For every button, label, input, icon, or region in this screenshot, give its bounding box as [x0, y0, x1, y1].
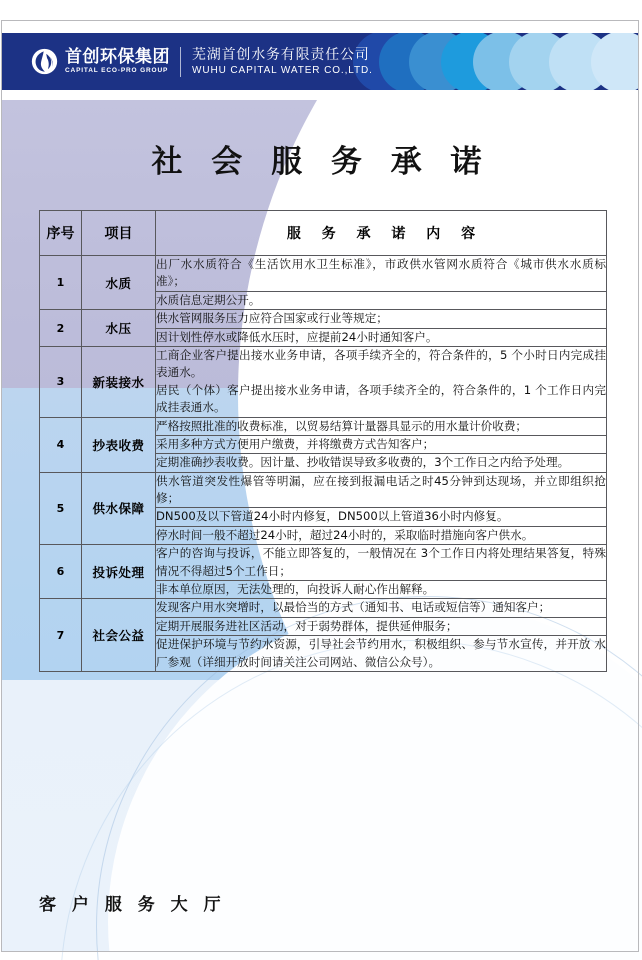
table-row — [40, 256, 607, 292]
logo-divider — [180, 47, 181, 77]
company-name-en: WUHU CAPITAL WATER CO.,LTD. — [192, 64, 373, 76]
column-header-no: 序号 — [40, 211, 82, 256]
table-header — [40, 211, 607, 256]
cell-item-name: 抄表收费 — [82, 417, 156, 472]
cell-promise-text: 供水管道突发性爆管等明漏，应在接到报漏电话之时45分钟到达现场，并立即组织抢修； — [156, 472, 607, 508]
column-header-item: 项目 — [82, 211, 156, 256]
cell-item-name: 社会公益 — [82, 599, 156, 672]
cell-promise-text: 严格按照批准的收费标准，以贸易结算计量器具显示的用水量计价收费； — [156, 417, 607, 435]
cell-sequence-number: 2 — [40, 310, 82, 347]
brand-name-en: CAPITAL ECO-PRO GROUP — [65, 66, 169, 74]
header-circle-8 — [591, 33, 639, 90]
cell-item-name: 供水保障 — [82, 472, 156, 545]
cell-sequence-number: 3 — [40, 346, 82, 417]
table-row — [40, 599, 607, 617]
table-row — [40, 310, 607, 328]
cell-sequence-number: 4 — [40, 417, 82, 472]
cell-promise-text: DN500及以下管道24小时内修复，DN500以上管道36小时内修复。 — [156, 508, 607, 526]
footer-label: 客 户 服 务 大 厅 — [39, 895, 226, 915]
cell-promise-text: 停水时间一般不超过24小时，超过24小时的，采取临时措施向客户供水。 — [156, 526, 607, 544]
column-header-content: 服 务 承 诺 内 容 — [156, 211, 607, 256]
cell-promise-text: 定期开展服务进社区活动，对于弱势群体，提供延伸服务； — [156, 617, 607, 635]
cell-promise-text: 促进保护环境与节约水资源，引导社会节约用水，积极组织、参与节水宣传，并开放 水厂参观（详细开放时间请关注公司网站、微信公众号）。 — [156, 636, 607, 672]
cell-item-name: 水压 — [82, 310, 156, 347]
cell-promise-text: 发现客户用水突增时，以最恰当的方式（通知书、电话或短信等）通知客户； — [156, 599, 607, 617]
brand-wordmark — [65, 46, 170, 75]
cell-promise-text: 供水管网服务压力应符合国家或行业等规定； — [156, 310, 607, 328]
cell-item-name: 投诉处理 — [82, 545, 156, 599]
cell-promise-text: 出厂水水质符合《生活饮用水卫生标准》，市政供水管网水质符合《城市供水水质标准》； — [156, 256, 607, 292]
cell-promise-text: 采用多种方式方便用户缴费，并将缴费方式告知客户； — [156, 435, 607, 453]
cell-promise-text: 客户的咨询与投诉，不能立即答复的，一般情况在 3个工作日内将处理结果答复，特殊情况不得超过5个工作日； — [156, 545, 607, 581]
header-band — [1, 33, 639, 90]
cell-promise-text: 工商企业客户提出接水业务申请，各项手续齐全的，符合条件的，5 个小时日内完成挂表通水。 居民（个体）客户提出接水业务申请，各项手续齐全的，符合条件的，1 个工作日内完成挂表通水。 — [156, 346, 607, 417]
page-title: 社 会 服 务 承 诺 — [151, 144, 491, 180]
table-row — [40, 417, 607, 435]
cell-sequence-number: 1 — [40, 256, 82, 310]
cell-promise-text: 非本单位原因，无法处理的，向投诉人耐心作出解释。 — [156, 581, 607, 599]
table-row — [40, 472, 607, 508]
cell-sequence-number: 7 — [40, 599, 82, 672]
table-row — [40, 346, 607, 417]
table-row — [40, 545, 607, 581]
company-name-group — [192, 48, 373, 76]
table-body — [40, 256, 607, 672]
cell-item-name: 新装接水 — [82, 346, 156, 417]
brand-logo-group — [31, 33, 373, 90]
water-swoosh-logo-icon — [31, 48, 58, 75]
cell-promise-text: 水质信息定期公开。 — [156, 291, 607, 309]
brand-name-cn: 首创环保集团 — [65, 46, 170, 67]
cell-item-name: 水质 — [82, 256, 156, 310]
service-promise-table — [39, 210, 607, 672]
cell-sequence-number: 6 — [40, 545, 82, 599]
cell-promise-text: 定期准确抄表收费。因计量、抄收错误导致多收费的，3个工作日之内给予处理。 — [156, 454, 607, 472]
table-header-row — [40, 211, 607, 256]
cell-sequence-number: 5 — [40, 472, 82, 545]
cell-promise-text: 因计划性停水或降低水压时，应提前24小时通知客户。 — [156, 328, 607, 346]
company-name-cn: 芜湖首创水务有限责任公司 — [192, 46, 370, 63]
